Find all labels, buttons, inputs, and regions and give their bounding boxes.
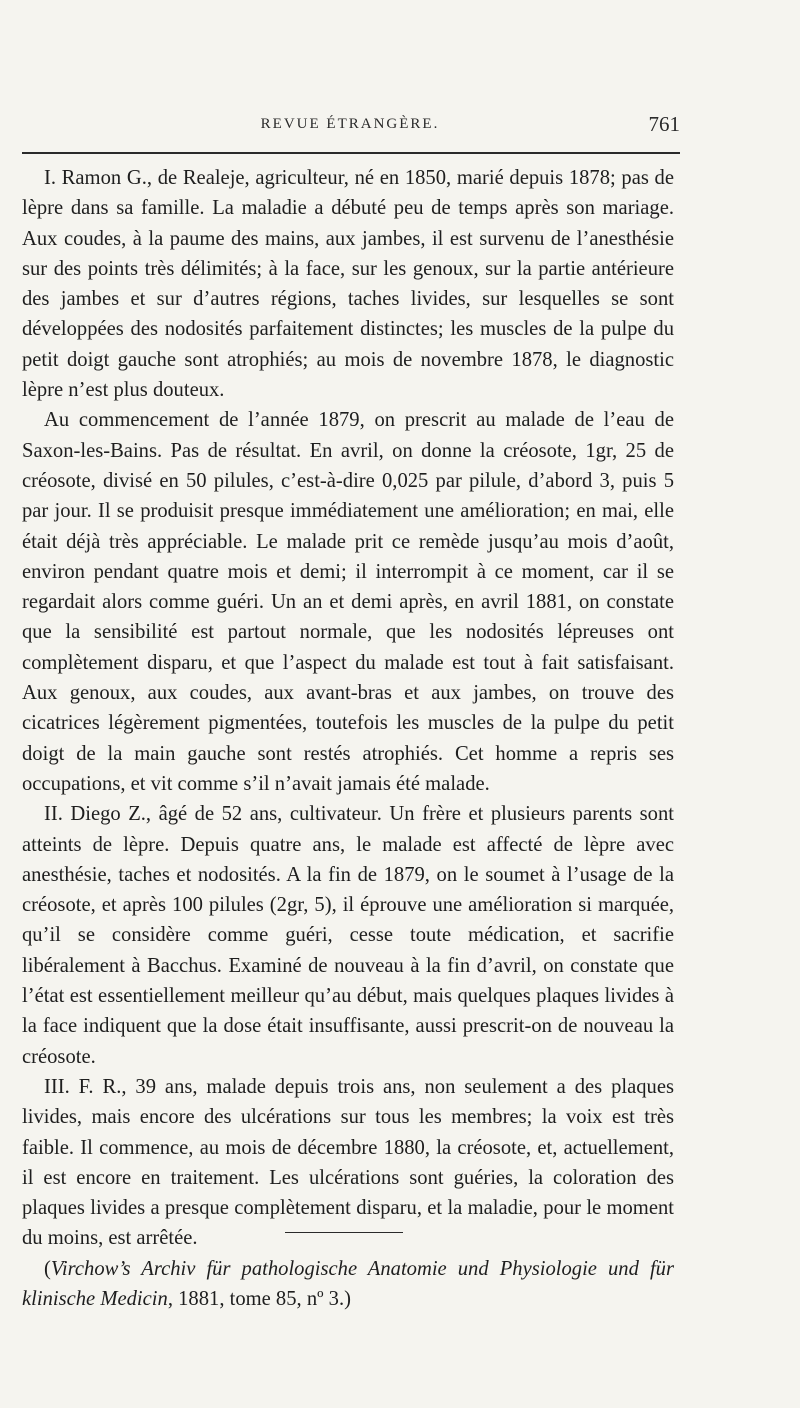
citation-details: , 1881, tome 85, nº 3.) [167, 1287, 351, 1310]
page-number: 761 [648, 112, 680, 136]
citation-source: Virchow’s Archiv für pathologische Anatomie und Physiologie und für klinische Medicin [22, 1257, 674, 1310]
paragraph-case-2: II. Diego Z., âgé de 52 ans, cultivateur. Un frère et plusieurs parents sont atteints de lèpre. Depuis quatre ans, le malade est affecté de lèpre avec anesthésie, taches et nodosités. A la fin de 1879, on le soumet à l’usage de la créosote, et après 100 pilules (2gr, 5), il éprouve une amélioration si marquée, qu’il se considère comme guéri, cesse toute médication, et sacrifie libéralement à Bacchus. Examiné de nouveau à la fin d’avril, on constate que l’état est essentiellement meilleur qu’au début, mais quelques plaques livides à la face indiquent que la dose était insuffisante, aussi prescrit-on de nouveau la créosote. [22, 803, 674, 1068]
paragraph-case-1: I. Ramon G., de Realeje, agriculteur, né en 1850, marié depuis 1878; pas de lèpre dans sa famille. La maladie a débuté peu de temps après son mariage. Aux coudes, à la paume des mains, aux jambes, il est survenu de l’anesthésie sur des points très délimités; à la face, sur les genoux, sur la partie antérieure des jambes et sur d’autres régions, taches livides, sur lesquelles se sont développées des nodosités parfaitement distinctes; les muscles de la pulpe du petit doigt gauche sont atrophiés; au mois de novembre 1878, le diagnostic lèpre n’est plus douteux. [22, 167, 674, 402]
paragraph-case-1-continued: Au commencement de l’année 1879, on prescrit au malade de l’eau de Saxon-les-Bains. Pas de résultat. En avril, on donne la créosote, 1gr, 25 de créosote, divisé en 50 pilules, c’est-à-dire 0,025 par pilule, d’abord 3, puis 5 par jour. Il se produisit presque immédiatement une amélioration; en mai, elle était déjà très appréciable. Le malade prit ce remède jusqu’au mois d’août, environ pendant quatre mois et demi; il interrompit à ce moment, car il se regardait alors comme guéri. Un an et demi après, en avril 1881, on constate que la sensibilité est partout normale, que les nodosités lépreuses ont complètement disparu, et que l’aspect du malade est tout à fait satisfaisant. Aux genoux, aux coudes, aux avant-bras et aux jambes, on trouve des cicatrices légèrement pigmentées, toutefois les muscles de la pulpe du petit doigt de la main gauche sont restés atrophiés. Cet homme a repris ses occupations, et vit comme s’il n’avait jamais été malade. [22, 409, 674, 795]
body-text [22, 163, 674, 1314]
running-head [20, 110, 680, 144]
citation [22, 1254, 674, 1315]
citation-open: ( [44, 1257, 51, 1280]
running-title: REVUE ÉTRANGÈRE. [260, 116, 440, 132]
end-rule [285, 1232, 403, 1233]
header-rule [22, 152, 680, 154]
paragraph-case-3: III. F. R., 39 ans, malade depuis trois ans, non seulement a des plaques livides, mais encore des ulcérations sur tous les membres; la voix est très faible. Il commence, au mois de décembre 1880, la créosote, et, actuellement, il est encore en traitement. Les ulcérations sont guéries, la coloration des plaques livides a presque complètement disparu, et la maladie, pour le moment du moins, est arrêtée. [22, 1075, 674, 1250]
